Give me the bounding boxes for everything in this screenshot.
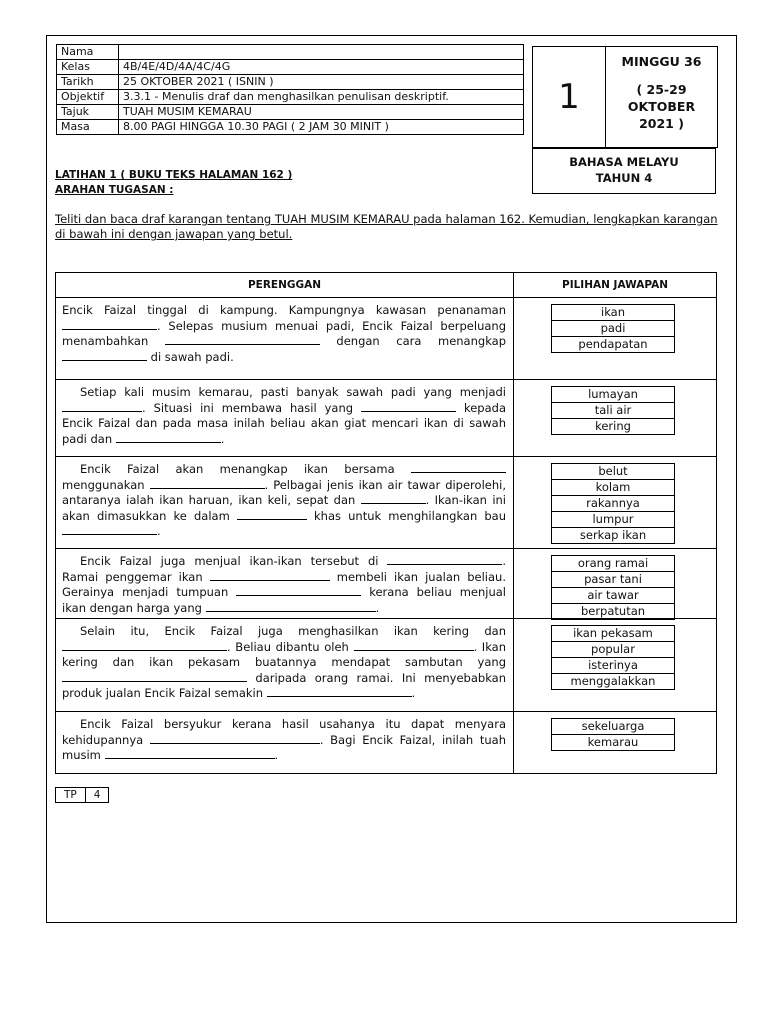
answer-blank[interactable] — [267, 686, 412, 697]
paragraph-segment: di sawah padi. — [147, 349, 234, 364]
answer-option: kemarau — [551, 734, 675, 751]
answer-options — [551, 719, 675, 751]
answer-option: lumpur — [551, 511, 675, 528]
exercise-title: LATIHAN 1 ( BUKU TEKS HALAMAN 162 ) — [55, 169, 293, 181]
paragraph-segment: membeli ikan jualan beliau. Gerainya menjadi tumpuan — [62, 569, 506, 599]
answer-blank[interactable] — [237, 509, 307, 520]
answer-blank[interactable] — [411, 462, 506, 473]
answer-option: popular — [551, 641, 675, 658]
answer-option: padi — [551, 320, 675, 337]
answer-option: air tawar — [551, 587, 675, 604]
answer-options — [551, 387, 675, 435]
info-label: Masa — [57, 120, 119, 135]
answer-blank[interactable] — [116, 432, 221, 443]
row-divider — [56, 711, 716, 712]
paragraph-segment: . Beliau dibantu oleh — [227, 639, 354, 654]
paragraph-segment: . Ramai penggemar ikan — [62, 554, 506, 584]
answer-blank[interactable] — [62, 319, 157, 330]
info-label: Objektif — [57, 90, 119, 105]
answer-option: kolam — [551, 479, 675, 496]
answer-blank[interactable] — [62, 401, 142, 412]
paragraph-segment: Encik Faizal akan menangkap ikan bersama — [80, 462, 411, 476]
answer-blank[interactable] — [206, 601, 376, 612]
week-info — [606, 53, 717, 132]
paragraph-segment: kerana beliau menjual ikan dengan harga yang — [62, 585, 506, 615]
exercise-table — [55, 272, 717, 774]
answer-options — [551, 626, 675, 690]
paragraph-segment: Encik Faizal juga menjual ikan-ikan tersebut di — [80, 554, 388, 568]
answer-blank[interactable] — [105, 748, 275, 759]
subject-year: TAHUN 4 — [595, 171, 653, 185]
info-label: Kelas — [57, 60, 119, 75]
answer-option: berpatutan — [551, 603, 675, 620]
paragraph-segment: . — [157, 524, 161, 538]
answer-blank[interactable] — [165, 334, 320, 345]
info-row — [57, 90, 524, 105]
row-divider — [56, 297, 716, 298]
info-value: 4B/4E/4D/4A/4C/4G — [119, 60, 524, 75]
paragraph-segment: khas untuk menghilangkan bau — [306, 508, 506, 523]
answer-blank[interactable] — [361, 401, 456, 412]
paragraph-segment: . — [274, 748, 279, 762]
info-row — [57, 120, 524, 135]
paragraph-text — [62, 462, 506, 540]
answer-blank[interactable] — [62, 524, 157, 535]
paragraph-text — [62, 554, 506, 616]
paragraph-segment: . Situasi ini membawa hasil yang — [142, 400, 362, 415]
answer-blank[interactable] — [62, 671, 247, 682]
answer-option: sekeluarga — [551, 718, 675, 735]
paragraph-segment: Encik Faizal tinggal di kampung. Kampungnya kawasan penanaman — [62, 303, 506, 317]
paragraph-text — [62, 303, 506, 365]
info-label: Tajuk — [57, 105, 119, 120]
paragraph-text — [62, 385, 506, 447]
tp-box — [55, 787, 109, 803]
week-label: MINGGU 36 — [621, 54, 702, 69]
subject-box — [532, 148, 716, 194]
info-row — [57, 45, 524, 60]
info-row — [57, 105, 524, 120]
row-divider — [56, 548, 716, 549]
answer-blank[interactable] — [387, 554, 502, 565]
exercise-header — [55, 168, 292, 198]
tp-value: 4 — [85, 788, 109, 803]
answer-options — [551, 464, 675, 544]
answer-option: lumayan — [551, 386, 675, 403]
worksheet-number: 1 — [533, 47, 606, 147]
paragraph-segment: . Pelbagai jenis ikan air tawar diperolehi, antaranya ialah ikan haruan, ikan keli, sepat dan — [62, 477, 506, 507]
answer-option: ikan — [551, 304, 675, 321]
answer-blank[interactable] — [150, 733, 320, 744]
answer-blank[interactable] — [210, 570, 330, 581]
answer-option: pendapatan — [551, 336, 675, 353]
week-box — [532, 46, 718, 148]
info-table — [56, 44, 524, 135]
answer-blank[interactable] — [354, 640, 474, 651]
answer-blank[interactable] — [150, 478, 265, 489]
paragraph-segment: menggunakan — [62, 477, 150, 492]
answer-options — [551, 305, 675, 353]
paragraph-segment: . — [220, 431, 225, 446]
tp-label: TP — [56, 788, 86, 803]
paragraph-segment: . Ikan-ikan ini akan dimasukkan ke dalam — [62, 493, 506, 523]
paragraph-text — [62, 717, 506, 764]
info-value — [119, 45, 524, 60]
answer-blank[interactable] — [361, 493, 426, 504]
info-value: 3.3.1 - Menulis draf dan menghasilkan penulisan deskriptif. — [119, 90, 524, 105]
answer-blank[interactable] — [236, 585, 361, 596]
paragraph-segment: Encik Faizal bersyukur kerana hasil usahanya itu dapat menyara kehidupannya — [62, 717, 506, 747]
header-pilihan-jawapan: PILIHAN JAWAPAN — [562, 279, 668, 291]
paragraph-text — [62, 624, 506, 702]
answer-option: tali air — [551, 402, 675, 419]
info-label: Nama — [57, 45, 119, 60]
paragraph-segment: . — [375, 600, 380, 615]
subject-name: BAHASA MELAYU — [569, 155, 679, 169]
paragraph-segment: . — [411, 686, 416, 700]
answer-blank[interactable] — [62, 350, 147, 361]
paragraph-segment: . Selepas musium menuai padi, Encik Faizal berpeluang menambahkan — [62, 318, 506, 348]
paragraph-segment: dengan cara menangkap — [319, 334, 506, 348]
paragraph-segment: Selain itu, Encik Faizal juga menghasilkan ikan kering dan — [80, 624, 506, 638]
info-row — [57, 60, 524, 75]
paragraph-segment: daripada orang ramai. Ini menyebabkan produk jualan Encik Faizal semakin — [62, 670, 506, 700]
answer-option: isterinya — [551, 657, 675, 674]
instruction-text: Teliti dan baca draf karangan tentang TUAH MUSIM KEMARAU pada halaman 162. Kemudian, lengkapkan karangan di bawah ini dengan jawapan yang betul. — [55, 212, 718, 241]
answer-option: rakannya — [551, 495, 675, 512]
info-value: 25 OKTOBER 2021 ( ISNIN ) — [119, 75, 524, 90]
answer-option: menggalakkan — [551, 673, 675, 690]
paragraph-segment: . Ikan kering dan ikan pekasam buatannya mendapat sambutan yang — [62, 639, 506, 669]
paragraph-segment: kepada Encik Faizal dan pada masa inilah beliau akan giat mencari ikan di sawah padi dan — [62, 400, 506, 446]
header-perenggan: PERENGGAN — [247, 279, 322, 291]
info-value: TUAH MUSIM KEMARAU — [119, 105, 524, 120]
answer-blank[interactable] — [62, 640, 227, 651]
answer-option: belut — [551, 463, 675, 480]
week-date: ( 25-29 OKTOBER 2021 ) — [627, 82, 696, 131]
row-divider — [56, 456, 716, 457]
info-value: 8.00 PAGI HINGGA 10.30 PAGI ( 2 JAM 30 MINIT ) — [119, 120, 524, 135]
paragraph-segment: . Bagi Encik Faizal, inilah tuah musim — [62, 732, 506, 762]
answer-option: orang ramai — [551, 555, 675, 572]
row-divider — [56, 379, 716, 380]
column-divider — [513, 273, 514, 773]
paragraph-segment: Setiap kali musim kemarau, pasti banyak sawah padi yang menjadi — [80, 385, 506, 399]
answer-option: serkap ikan — [551, 527, 675, 544]
info-row — [57, 75, 524, 90]
answer-options — [551, 556, 675, 620]
info-label: Tarikh — [57, 75, 119, 90]
answer-option: kering — [551, 418, 675, 435]
answer-option: ikan pekasam — [551, 625, 675, 642]
answer-option: pasar tani — [551, 571, 675, 588]
task-heading: ARAHAN TUGASAN : — [55, 184, 174, 196]
